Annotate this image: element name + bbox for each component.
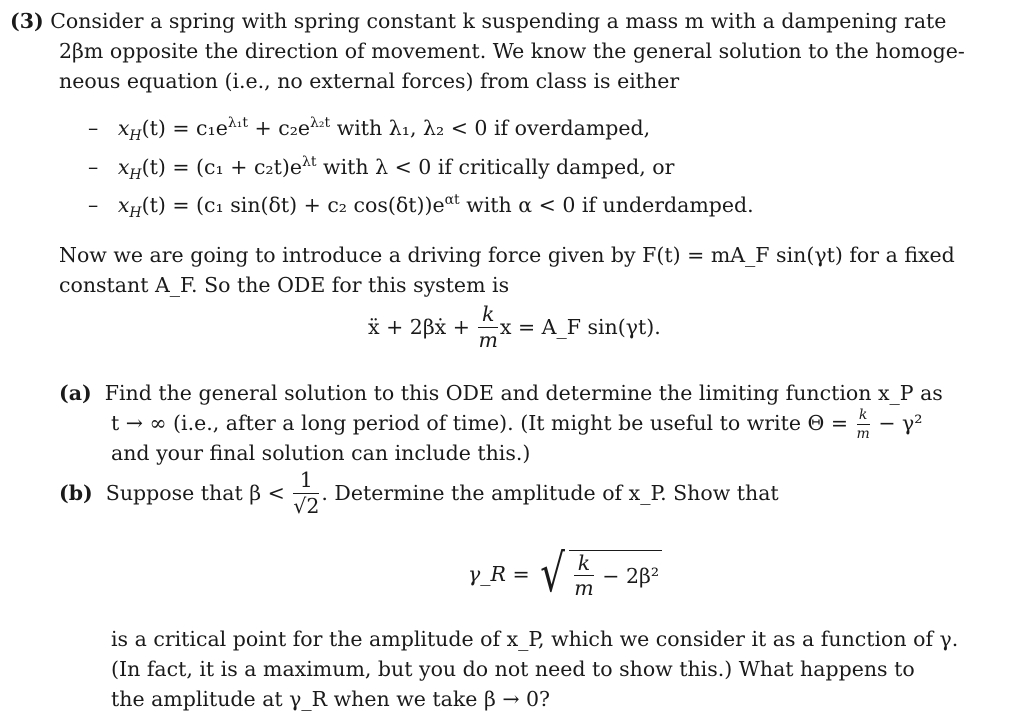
problem-intro-line-3: neous equation (i.e., no external forces) from class is either bbox=[59, 69, 680, 93]
ode-fraction: $\frac{k}{m}$ bbox=[478, 302, 498, 352]
sqrt-body: $\frac{k}{m}$ − 2β² bbox=[569, 550, 662, 599]
part-a-label: (a) bbox=[59, 381, 92, 405]
sqrt-icon: √ bbox=[540, 544, 566, 604]
driving-line-1: Now we are going to introduce a driving force given by F(t) = mA_F sin(γt) for a fixed bbox=[59, 243, 955, 267]
case-critically-damped: – $x_H(t) = (c_1 + c_2t)e^{\lambda t}$ with λ < 0 if critically damped, or bbox=[88, 154, 675, 184]
part-a-line-1: (a) Find the general solution to this ODE and determine the limiting function x_P as bbox=[59, 381, 943, 405]
part-a-line-3: and your final solution can include this.) bbox=[111, 441, 531, 465]
ode-equation: ẍ + 2βẋ + $\frac{k}{m}$ x = A_F sin(γt). bbox=[368, 302, 661, 352]
part-b-line-2: is a critical point for the amplitude of x_P, which we consider it as a function of γ. bbox=[111, 627, 959, 651]
part-b-line-3: (In fact, it is a maximum, but you do not need to show this.) What happens to bbox=[111, 657, 915, 681]
part-b-line-1: (b) Suppose that β < $\frac{1}{√2}$ . Determine the amplitude of x_P. Show that bbox=[59, 468, 779, 518]
case-overdamped: – $x_H(t) = c_1e^{\lambda_1t} + c_2e^{\lambda_2t}$ with λ₁, λ₂ < 0 if overdamped, bbox=[88, 115, 651, 145]
driving-line-2: constant A_F. So the ODE for this system is bbox=[59, 273, 510, 297]
part-b-label: (b) bbox=[59, 480, 93, 505]
part-a-line-2: t → ∞ (i.e., after a long period of time). (It might be useful to write Θ = $\frac{k}{m}$ − γ² bbox=[111, 407, 923, 442]
case-underdamped: – $x_H(t) = (c_1$ sin(δt) + c₂ $\cos(\delta t))e^{\alpha t}$ with α < 0 if underdamped. bbox=[88, 192, 754, 222]
theta-fraction: $\frac{k}{m}$ bbox=[856, 407, 870, 442]
beta-bound-fraction: $\frac{1}{√2}$ bbox=[293, 468, 320, 518]
problem-intro-line-2: 2βm opposite the direction of movement. We know the general solution to the homoge- bbox=[59, 39, 965, 63]
problem-number: (3) bbox=[10, 9, 44, 33]
case-dash: – bbox=[88, 116, 99, 140]
intro-text-1: Consider a spring with spring constant k suspending a mass m with a dampening rate bbox=[50, 9, 947, 33]
gamma-r-equation: γ_R = √ $\frac{k}{m}$ − 2β² bbox=[468, 548, 662, 600]
problem-intro-line-1 bbox=[10, 6, 946, 36]
part-b-line-4: the amplitude at γ_R when we take β → 0? bbox=[111, 687, 551, 711]
